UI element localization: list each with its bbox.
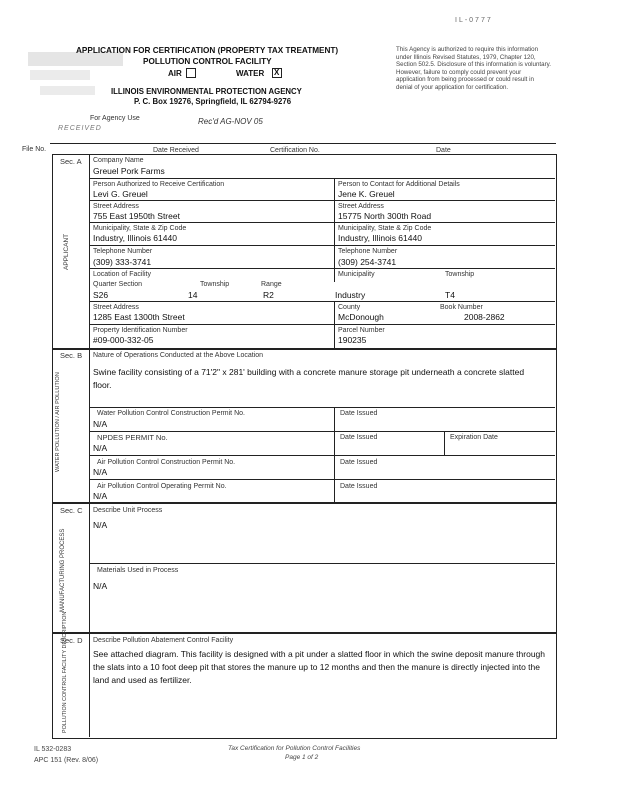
- file-no-label: File No.: [22, 146, 47, 153]
- quarter-section-label: Quarter Section: [93, 281, 143, 288]
- unit-process: N/A: [93, 520, 108, 530]
- rule: [89, 222, 555, 223]
- date-issued-2: Date Issued: [340, 434, 378, 441]
- street-address-3: 1285 East 1300th Street: [93, 312, 185, 322]
- apc-code: APC 151 (Rev. 8/06): [34, 757, 99, 764]
- range-label: Range: [261, 281, 282, 288]
- nature-of-operations: Swine facility consisting of a 71'2" x 281' building with a concrete manure storage pit underneath a concrete slatted floor.: [93, 367, 525, 390]
- water-permit: N/A: [93, 419, 108, 429]
- water-permit-label: Water Pollution Control Construction Permit No.: [97, 410, 245, 417]
- unit-process-label: Describe Unit Process: [93, 507, 163, 514]
- air-checkbox[interactable]: [186, 68, 196, 78]
- telephone-1: (309) 333-3741: [93, 257, 152, 267]
- municipality-3-label: Municipality: [338, 271, 375, 278]
- rule: [50, 143, 556, 144]
- rule: [89, 324, 555, 325]
- document-stamp: IL-0777: [455, 17, 493, 24]
- section-d-side-label: POLLUTION CONTROL FACILITY DESCRIPTION: [62, 611, 68, 733]
- section-c-side-label: MANUFACTURING PROCESS: [60, 528, 66, 612]
- municipality-2-label: Municipality, State & Zip Code: [338, 225, 432, 232]
- rule: [89, 407, 555, 408]
- book-number-label: Book Number: [440, 304, 483, 311]
- municipality-2: Industry, Illinois 61440: [338, 233, 422, 243]
- date-issued-1: Date Issued: [340, 410, 378, 417]
- rule: [89, 479, 555, 480]
- range: R2: [263, 290, 274, 300]
- water-checkbox[interactable]: [272, 68, 282, 78]
- rule: [89, 245, 555, 246]
- township-2-label: Township: [445, 271, 475, 278]
- rule: [89, 268, 555, 269]
- contact-person-label: Person to Contact for Additional Details: [338, 181, 460, 188]
- rule: [89, 563, 555, 564]
- date-issued-4: Date Issued: [340, 483, 378, 490]
- authorized-person: Levi G. Greuel: [93, 189, 148, 199]
- facility-description-label: Describe Pollution Abatement Control Facility: [93, 637, 234, 644]
- book-number: 2008-2862: [464, 312, 505, 322]
- form-subtitle: POLLUTION CONTROL FACILITY: [143, 57, 272, 66]
- street-address-3-label: Street Address: [93, 304, 139, 311]
- certification-no-label: Certification No.: [270, 147, 320, 154]
- materials: N/A: [93, 581, 108, 591]
- street-address-1: 755 East 1950th Street: [93, 211, 180, 221]
- section-b-label: Sec. B: [60, 351, 83, 360]
- air-construction-permit: N/A: [93, 467, 108, 477]
- agency-address: P. C. Box 19276, Springfield, IL 62794-9276: [134, 97, 292, 106]
- township-2: T4: [445, 290, 455, 300]
- scan-smudge: [40, 86, 95, 95]
- materials-label: Materials Used in Process: [97, 567, 179, 574]
- county-label: County: [338, 304, 361, 311]
- air-operating-permit-label: Air Pollution Control Operating Permit No.: [97, 483, 227, 490]
- handwritten-note: Rec'd AG-NOV 05: [198, 117, 263, 126]
- rule: [89, 502, 90, 632]
- agency-name: ILLINOIS ENVIRONMENTAL PROTECTION AGENCY: [111, 87, 302, 96]
- npdes-permit: N/A: [93, 443, 108, 453]
- township-label: Township: [200, 281, 230, 288]
- received-stamp: RECEIVED: [58, 125, 102, 132]
- privacy-notice: This Agency is authorized to require this information under Illinois Revised Statutes, 1979, Chapter 120, Section 502.5. Disclosure of this information is voluntary. However, failure to comply could prevent your application from being processed or could result in denial of your application for certification.: [396, 46, 551, 91]
- air-label: AIR: [168, 69, 182, 78]
- facility-description: See attached diagram. This facility is designed with a pit under a slatted floor in which the swine deposit manure through the slats into a 10 foot deep pit that stores the manure up to 12 months and then the manure is directly injected into the land and used as fertilizer.: [93, 649, 546, 685]
- page-number: Page 1 of 2: [285, 754, 319, 761]
- section-a-label: Sec. A: [60, 157, 82, 166]
- form-code: IL 532-0283: [34, 746, 72, 753]
- for-agency-use-label: For Agency Use: [90, 115, 140, 122]
- county: McDonough: [338, 312, 384, 322]
- form-title: APPLICATION FOR CERTIFICATION (PROPERTY TAX TREATMENT): [76, 46, 339, 55]
- parcel-number: 190235: [338, 335, 367, 345]
- date-received-label: Date Received: [153, 147, 199, 154]
- scan-smudge: [30, 70, 90, 80]
- date-label: Date: [436, 147, 451, 154]
- street-address-1-label: Street Address: [93, 203, 139, 210]
- parcel-number-label: Parcel Number: [338, 327, 385, 334]
- location-of-facility-label: Location of Facility: [93, 271, 151, 278]
- property-id-label: Property Identification Number: [93, 327, 188, 334]
- rule: [334, 178, 335, 282]
- air-construction-permit-label: Air Pollution Control Construction Permit No.: [97, 459, 236, 466]
- municipality-1: Industry, Illinois 61440: [93, 233, 177, 243]
- rule: [89, 154, 90, 348]
- rule: [89, 178, 555, 179]
- expiration-date-label: Expiration Date: [450, 434, 498, 441]
- contact-person: Jene K. Greuel: [338, 189, 395, 199]
- telephone-2: (309) 254-3741: [338, 257, 397, 267]
- street-address-2: 15775 North 300th Road: [338, 211, 432, 221]
- street-address-2-label: Street Address: [338, 203, 384, 210]
- rule: [89, 200, 555, 201]
- company-name-label: Company Name: [93, 157, 144, 164]
- township: 14: [188, 290, 198, 300]
- footer-title: Tax Certification for Pollution Control Facilities: [228, 745, 361, 752]
- telephone-2-label: Telephone Number: [338, 248, 398, 255]
- rule: [444, 431, 445, 455]
- nature-of-operations-label: Nature of Operations Conducted at the Above Location: [93, 352, 264, 359]
- municipality-1-label: Municipality, State & Zip Code: [93, 225, 187, 232]
- rule: [89, 632, 90, 737]
- air-operating-permit: N/A: [93, 491, 108, 501]
- rule: [89, 431, 555, 432]
- section-c-label: Sec. C: [60, 506, 83, 515]
- rule: [89, 301, 555, 302]
- section-b-side-label: WATER POLLUTION / AIR POLLUTION: [55, 372, 61, 472]
- property-id: #09-000-332-05: [93, 335, 154, 345]
- telephone-1-label: Telephone Number: [93, 248, 153, 255]
- date-issued-3: Date Issued: [340, 459, 378, 466]
- water-check-mark: X: [274, 68, 280, 77]
- section-d-label: Sec. D: [60, 636, 83, 645]
- npdes-permit-label: NPDES PERMIT No.: [97, 433, 168, 442]
- rule: [89, 455, 555, 456]
- water-label: WATER: [236, 69, 265, 78]
- company-name: Greuel Pork Farms: [93, 166, 165, 176]
- quarter-section: S26: [93, 290, 109, 300]
- section-a-side-label: APPLICANT: [63, 233, 70, 270]
- authorized-person-label: Person Authorized to Receive Certification: [93, 181, 225, 188]
- municipality-3: Industry: [335, 290, 366, 300]
